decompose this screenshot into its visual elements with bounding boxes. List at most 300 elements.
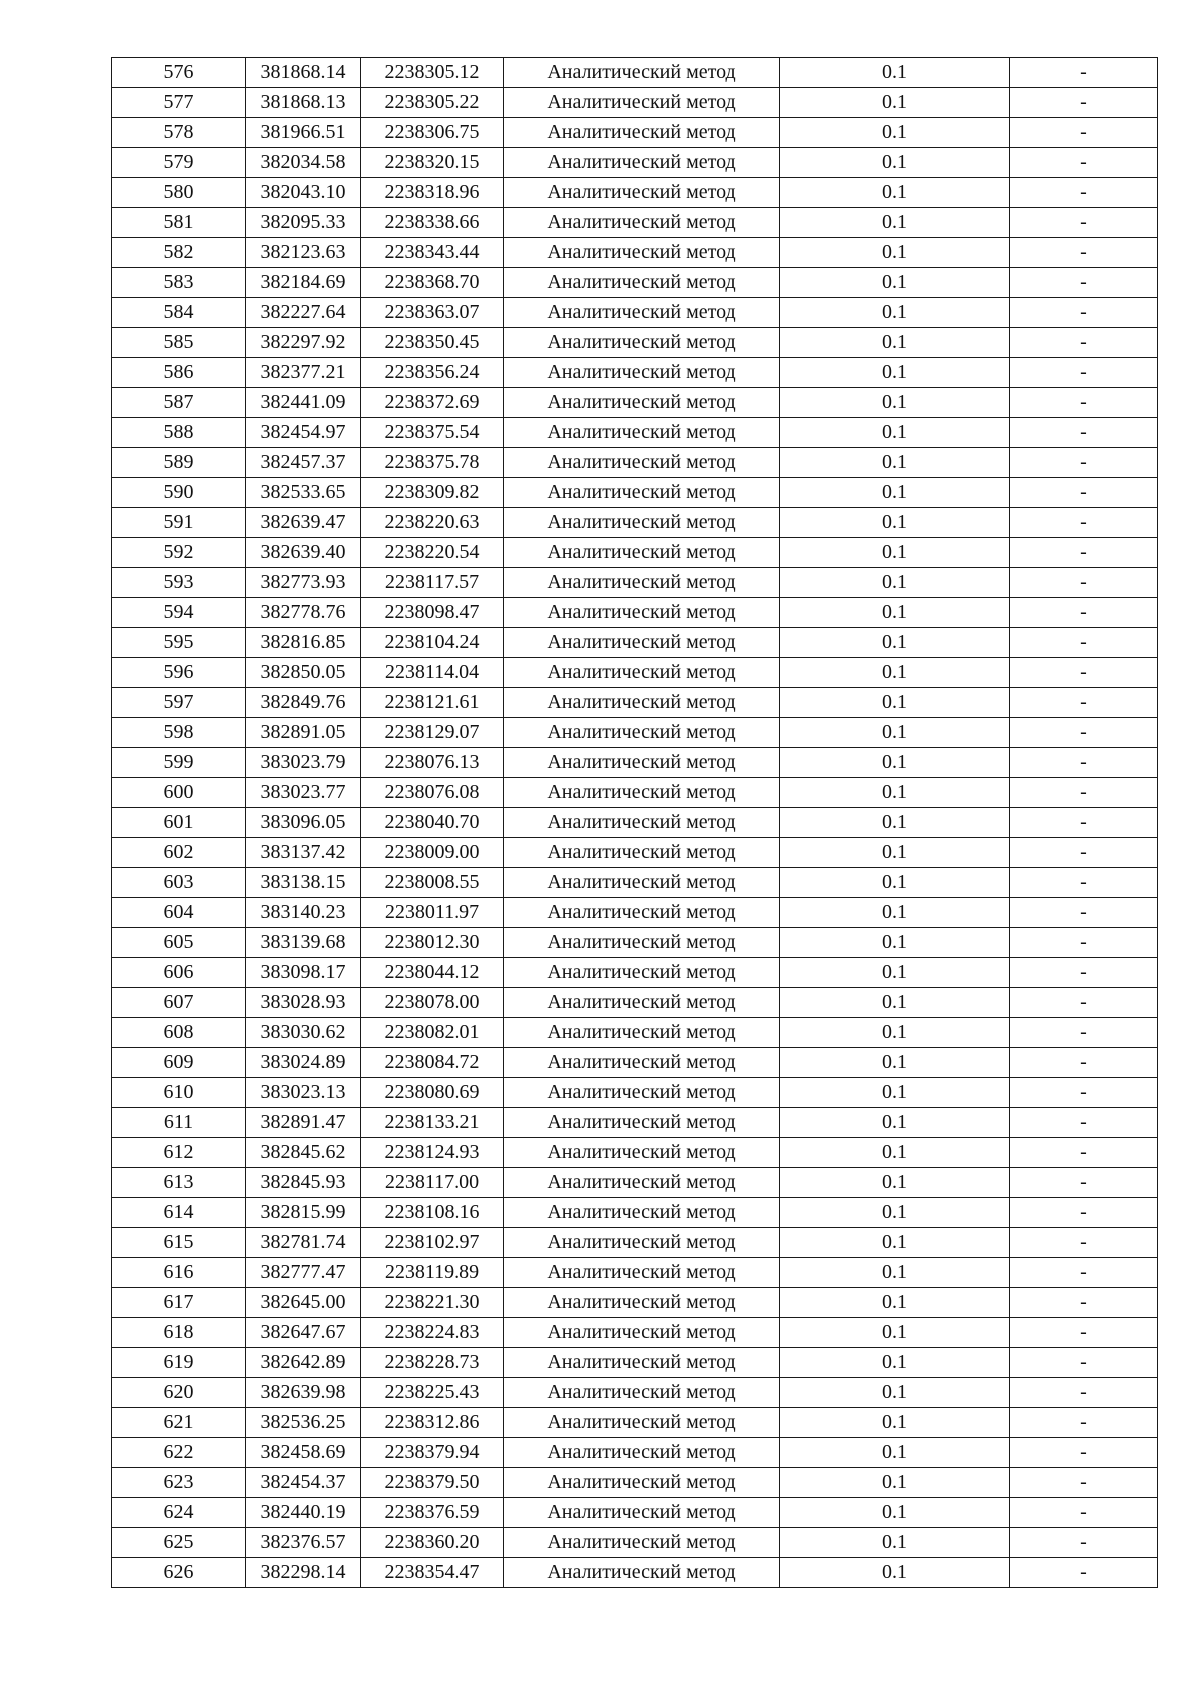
y-coordinate-cell: 2238220.63 — [361, 508, 504, 538]
table-row — [112, 538, 1158, 568]
table-row — [112, 208, 1158, 238]
x-coordinate-cell: 382457.37 — [246, 448, 361, 478]
y-coordinate-cell: 2238225.43 — [361, 1378, 504, 1408]
method-cell: Аналитический метод — [504, 238, 780, 268]
accuracy-cell: 0.1 — [780, 748, 1010, 778]
table-row — [112, 658, 1158, 688]
x-coordinate-cell: 383030.62 — [246, 1018, 361, 1048]
point-number-cell: 623 — [112, 1468, 246, 1498]
method-cell: Аналитический метод — [504, 1108, 780, 1138]
accuracy-cell: 0.1 — [780, 658, 1010, 688]
point-number-cell: 608 — [112, 1018, 246, 1048]
y-coordinate-cell: 2238114.04 — [361, 658, 504, 688]
accuracy-cell: 0.1 — [780, 988, 1010, 1018]
table-row — [112, 1408, 1158, 1438]
method-cell: Аналитический метод — [504, 1018, 780, 1048]
table-row — [112, 808, 1158, 838]
x-coordinate-cell: 382849.76 — [246, 688, 361, 718]
method-cell: Аналитический метод — [504, 208, 780, 238]
accuracy-cell: 0.1 — [780, 1348, 1010, 1378]
table-row — [112, 1288, 1158, 1318]
point-number-cell: 617 — [112, 1288, 246, 1318]
point-number-cell: 597 — [112, 688, 246, 718]
table-row — [112, 1018, 1158, 1048]
remark-cell: - — [1010, 1498, 1158, 1528]
table-row — [112, 988, 1158, 1018]
point-number-cell: 576 — [112, 58, 246, 88]
remark-cell: - — [1010, 658, 1158, 688]
y-coordinate-cell: 2238012.30 — [361, 928, 504, 958]
table-row — [112, 238, 1158, 268]
x-coordinate-cell: 382891.47 — [246, 1108, 361, 1138]
accuracy-cell: 0.1 — [780, 298, 1010, 328]
point-number-cell: 583 — [112, 268, 246, 298]
x-coordinate-cell: 382781.74 — [246, 1228, 361, 1258]
accuracy-cell: 0.1 — [780, 88, 1010, 118]
y-coordinate-cell: 2238379.94 — [361, 1438, 504, 1468]
x-coordinate-cell: 382533.65 — [246, 478, 361, 508]
x-coordinate-cell: 382816.85 — [246, 628, 361, 658]
x-coordinate-cell: 382645.00 — [246, 1288, 361, 1318]
point-number-cell: 606 — [112, 958, 246, 988]
table-row — [112, 478, 1158, 508]
x-coordinate-cell: 382639.47 — [246, 508, 361, 538]
remark-cell: - — [1010, 478, 1158, 508]
remark-cell: - — [1010, 688, 1158, 718]
method-cell: Аналитический метод — [504, 358, 780, 388]
x-coordinate-cell: 382095.33 — [246, 208, 361, 238]
y-coordinate-cell: 2238080.69 — [361, 1078, 504, 1108]
remark-cell: - — [1010, 1048, 1158, 1078]
table-row — [112, 718, 1158, 748]
remark-cell: - — [1010, 838, 1158, 868]
x-coordinate-cell: 382458.69 — [246, 1438, 361, 1468]
y-coordinate-cell: 2238121.61 — [361, 688, 504, 718]
x-coordinate-cell: 382536.25 — [246, 1408, 361, 1438]
y-coordinate-cell: 2238040.70 — [361, 808, 504, 838]
remark-cell: - — [1010, 1318, 1158, 1348]
method-cell: Аналитический метод — [504, 1408, 780, 1438]
remark-cell: - — [1010, 148, 1158, 178]
point-number-cell: 601 — [112, 808, 246, 838]
method-cell: Аналитический метод — [504, 1528, 780, 1558]
accuracy-cell: 0.1 — [780, 58, 1010, 88]
remark-cell: - — [1010, 388, 1158, 418]
y-coordinate-cell: 2238221.30 — [361, 1288, 504, 1318]
remark-cell: - — [1010, 988, 1158, 1018]
x-coordinate-cell: 383028.93 — [246, 988, 361, 1018]
accuracy-cell: 0.1 — [780, 628, 1010, 658]
x-coordinate-cell: 382639.98 — [246, 1378, 361, 1408]
y-coordinate-cell: 2238119.89 — [361, 1258, 504, 1288]
table-row — [112, 1468, 1158, 1498]
x-coordinate-cell: 383140.23 — [246, 898, 361, 928]
point-number-cell: 602 — [112, 838, 246, 868]
y-coordinate-cell: 2238306.75 — [361, 118, 504, 148]
y-coordinate-cell: 2238098.47 — [361, 598, 504, 628]
table-row — [112, 778, 1158, 808]
point-number-cell: 612 — [112, 1138, 246, 1168]
table-row — [112, 148, 1158, 178]
remark-cell: - — [1010, 1408, 1158, 1438]
table-row — [112, 1318, 1158, 1348]
x-coordinate-cell: 382440.19 — [246, 1498, 361, 1528]
method-cell: Аналитический метод — [504, 58, 780, 88]
point-number-cell: 620 — [112, 1378, 246, 1408]
remark-cell: - — [1010, 298, 1158, 328]
x-coordinate-cell: 383024.89 — [246, 1048, 361, 1078]
y-coordinate-cell: 2238305.22 — [361, 88, 504, 118]
point-number-cell: 588 — [112, 418, 246, 448]
point-number-cell: 605 — [112, 928, 246, 958]
y-coordinate-cell: 2238376.59 — [361, 1498, 504, 1528]
method-cell: Аналитический метод — [504, 118, 780, 148]
point-number-cell: 604 — [112, 898, 246, 928]
point-number-cell: 596 — [112, 658, 246, 688]
accuracy-cell: 0.1 — [780, 1078, 1010, 1108]
method-cell: Аналитический метод — [504, 868, 780, 898]
x-coordinate-cell: 382454.97 — [246, 418, 361, 448]
point-number-cell: 587 — [112, 388, 246, 418]
point-number-cell: 621 — [112, 1408, 246, 1438]
table-row — [112, 418, 1158, 448]
method-cell: Аналитический метод — [504, 748, 780, 778]
x-coordinate-cell: 382123.63 — [246, 238, 361, 268]
accuracy-cell: 0.1 — [780, 1468, 1010, 1498]
method-cell: Аналитический метод — [504, 928, 780, 958]
x-coordinate-cell: 381966.51 — [246, 118, 361, 148]
x-coordinate-cell: 382815.99 — [246, 1198, 361, 1228]
method-cell: Аналитический метод — [504, 388, 780, 418]
remark-cell: - — [1010, 748, 1158, 778]
y-coordinate-cell: 2238318.96 — [361, 178, 504, 208]
point-number-cell: 590 — [112, 478, 246, 508]
method-cell: Аналитический метод — [504, 1168, 780, 1198]
point-number-cell: 591 — [112, 508, 246, 538]
table-row — [112, 1558, 1158, 1588]
x-coordinate-cell: 382845.93 — [246, 1168, 361, 1198]
x-coordinate-cell: 382441.09 — [246, 388, 361, 418]
method-cell: Аналитический метод — [504, 418, 780, 448]
y-coordinate-cell: 2238360.20 — [361, 1528, 504, 1558]
method-cell: Аналитический метод — [504, 1288, 780, 1318]
table-row — [112, 1168, 1158, 1198]
remark-cell: - — [1010, 358, 1158, 388]
point-number-cell: 622 — [112, 1438, 246, 1468]
y-coordinate-cell: 2238354.47 — [361, 1558, 504, 1588]
method-cell: Аналитический метод — [504, 1438, 780, 1468]
x-coordinate-cell: 381868.13 — [246, 88, 361, 118]
x-coordinate-cell: 382642.89 — [246, 1348, 361, 1378]
remark-cell: - — [1010, 1258, 1158, 1288]
accuracy-cell: 0.1 — [780, 208, 1010, 238]
accuracy-cell: 0.1 — [780, 1558, 1010, 1588]
point-number-cell: 600 — [112, 778, 246, 808]
accuracy-cell: 0.1 — [780, 1318, 1010, 1348]
remark-cell: - — [1010, 778, 1158, 808]
coordinates-table — [111, 57, 1158, 1588]
y-coordinate-cell: 2238228.73 — [361, 1348, 504, 1378]
table-row — [112, 358, 1158, 388]
point-number-cell: 594 — [112, 598, 246, 628]
table-row — [112, 268, 1158, 298]
accuracy-cell: 0.1 — [780, 508, 1010, 538]
x-coordinate-cell: 382297.92 — [246, 328, 361, 358]
method-cell: Аналитический метод — [504, 628, 780, 658]
y-coordinate-cell: 2238076.08 — [361, 778, 504, 808]
table-row — [112, 688, 1158, 718]
point-number-cell: 609 — [112, 1048, 246, 1078]
y-coordinate-cell: 2238108.16 — [361, 1198, 504, 1228]
y-coordinate-cell: 2238356.24 — [361, 358, 504, 388]
table-row — [112, 1078, 1158, 1108]
point-number-cell: 586 — [112, 358, 246, 388]
remark-cell: - — [1010, 1558, 1158, 1588]
point-number-cell: 599 — [112, 748, 246, 778]
table-row — [112, 328, 1158, 358]
point-number-cell: 610 — [112, 1078, 246, 1108]
accuracy-cell: 0.1 — [780, 1498, 1010, 1528]
table-row — [112, 388, 1158, 418]
x-coordinate-cell: 383023.79 — [246, 748, 361, 778]
x-coordinate-cell: 383023.13 — [246, 1078, 361, 1108]
accuracy-cell: 0.1 — [780, 598, 1010, 628]
x-coordinate-cell: 382777.47 — [246, 1258, 361, 1288]
accuracy-cell: 0.1 — [780, 1168, 1010, 1198]
point-number-cell: 611 — [112, 1108, 246, 1138]
remark-cell: - — [1010, 1438, 1158, 1468]
accuracy-cell: 0.1 — [780, 118, 1010, 148]
y-coordinate-cell: 2238312.86 — [361, 1408, 504, 1438]
remark-cell: - — [1010, 598, 1158, 628]
y-coordinate-cell: 2238320.15 — [361, 148, 504, 178]
method-cell: Аналитический метод — [504, 148, 780, 178]
x-coordinate-cell: 383096.05 — [246, 808, 361, 838]
remark-cell: - — [1010, 1138, 1158, 1168]
remark-cell: - — [1010, 1198, 1158, 1228]
table-row — [112, 298, 1158, 328]
x-coordinate-cell: 382891.05 — [246, 718, 361, 748]
accuracy-cell: 0.1 — [780, 1048, 1010, 1078]
accuracy-cell: 0.1 — [780, 868, 1010, 898]
method-cell: Аналитический метод — [504, 328, 780, 358]
y-coordinate-cell: 2238104.24 — [361, 628, 504, 658]
method-cell: Аналитический метод — [504, 1198, 780, 1228]
y-coordinate-cell: 2238082.01 — [361, 1018, 504, 1048]
x-coordinate-cell: 382647.67 — [246, 1318, 361, 1348]
table-row — [112, 1348, 1158, 1378]
point-number-cell: 619 — [112, 1348, 246, 1378]
table-row — [112, 1228, 1158, 1258]
remark-cell: - — [1010, 178, 1158, 208]
x-coordinate-cell: 383137.42 — [246, 838, 361, 868]
method-cell: Аналитический метод — [504, 1048, 780, 1078]
x-coordinate-cell: 382376.57 — [246, 1528, 361, 1558]
x-coordinate-cell: 382845.62 — [246, 1138, 361, 1168]
table-row — [112, 868, 1158, 898]
method-cell: Аналитический метод — [504, 298, 780, 328]
y-coordinate-cell: 2238129.07 — [361, 718, 504, 748]
remark-cell: - — [1010, 538, 1158, 568]
method-cell: Аналитический метод — [504, 538, 780, 568]
method-cell: Аналитический метод — [504, 178, 780, 208]
remark-cell: - — [1010, 508, 1158, 538]
table-row — [112, 508, 1158, 538]
remark-cell: - — [1010, 718, 1158, 748]
x-coordinate-cell: 382043.10 — [246, 178, 361, 208]
accuracy-cell: 0.1 — [780, 718, 1010, 748]
method-cell: Аналитический метод — [504, 508, 780, 538]
remark-cell: - — [1010, 268, 1158, 298]
accuracy-cell: 0.1 — [780, 148, 1010, 178]
table-row — [112, 898, 1158, 928]
point-number-cell: 582 — [112, 238, 246, 268]
method-cell: Аналитический метод — [504, 598, 780, 628]
accuracy-cell: 0.1 — [780, 1258, 1010, 1288]
accuracy-cell: 0.1 — [780, 808, 1010, 838]
remark-cell: - — [1010, 808, 1158, 838]
accuracy-cell: 0.1 — [780, 358, 1010, 388]
point-number-cell: 614 — [112, 1198, 246, 1228]
remark-cell: - — [1010, 1108, 1158, 1138]
x-coordinate-cell: 383023.77 — [246, 778, 361, 808]
table-row — [112, 1438, 1158, 1468]
remark-cell: - — [1010, 868, 1158, 898]
accuracy-cell: 0.1 — [780, 328, 1010, 358]
accuracy-cell: 0.1 — [780, 238, 1010, 268]
point-number-cell: 589 — [112, 448, 246, 478]
remark-cell: - — [1010, 58, 1158, 88]
method-cell: Аналитический метод — [504, 778, 780, 808]
table-row — [112, 88, 1158, 118]
method-cell: Аналитический метод — [504, 268, 780, 298]
accuracy-cell: 0.1 — [780, 778, 1010, 808]
point-number-cell: 593 — [112, 568, 246, 598]
x-coordinate-cell: 382639.40 — [246, 538, 361, 568]
y-coordinate-cell: 2238363.07 — [361, 298, 504, 328]
y-coordinate-cell: 2238338.66 — [361, 208, 504, 238]
y-coordinate-cell: 2238044.12 — [361, 958, 504, 988]
x-coordinate-cell: 382184.69 — [246, 268, 361, 298]
y-coordinate-cell: 2238305.12 — [361, 58, 504, 88]
method-cell: Аналитический метод — [504, 478, 780, 508]
y-coordinate-cell: 2238009.00 — [361, 838, 504, 868]
y-coordinate-cell: 2238133.21 — [361, 1108, 504, 1138]
table-row — [112, 1528, 1158, 1558]
x-coordinate-cell: 382298.14 — [246, 1558, 361, 1588]
point-number-cell: 615 — [112, 1228, 246, 1258]
method-cell: Аналитический метод — [504, 958, 780, 988]
accuracy-cell: 0.1 — [780, 418, 1010, 448]
x-coordinate-cell: 382454.37 — [246, 1468, 361, 1498]
method-cell: Аналитический метод — [504, 568, 780, 598]
accuracy-cell: 0.1 — [780, 928, 1010, 958]
y-coordinate-cell: 2238078.00 — [361, 988, 504, 1018]
remark-cell: - — [1010, 1078, 1158, 1108]
method-cell: Аналитический метод — [504, 1138, 780, 1168]
remark-cell: - — [1010, 448, 1158, 478]
accuracy-cell: 0.1 — [780, 448, 1010, 478]
method-cell: Аналитический метод — [504, 1258, 780, 1288]
point-number-cell: 595 — [112, 628, 246, 658]
y-coordinate-cell: 2238117.00 — [361, 1168, 504, 1198]
remark-cell: - — [1010, 418, 1158, 448]
y-coordinate-cell: 2238224.83 — [361, 1318, 504, 1348]
remark-cell: - — [1010, 568, 1158, 598]
table-row — [112, 1108, 1158, 1138]
remark-cell: - — [1010, 958, 1158, 988]
y-coordinate-cell: 2238375.54 — [361, 418, 504, 448]
method-cell: Аналитический метод — [504, 658, 780, 688]
point-number-cell: 616 — [112, 1258, 246, 1288]
y-coordinate-cell: 2238076.13 — [361, 748, 504, 778]
table-row — [112, 1198, 1158, 1228]
remark-cell: - — [1010, 928, 1158, 958]
remark-cell: - — [1010, 208, 1158, 238]
remark-cell: - — [1010, 898, 1158, 928]
remark-cell: - — [1010, 118, 1158, 148]
remark-cell: - — [1010, 238, 1158, 268]
accuracy-cell: 0.1 — [780, 1018, 1010, 1048]
point-number-cell: 624 — [112, 1498, 246, 1528]
table-row — [112, 1378, 1158, 1408]
method-cell: Аналитический метод — [504, 898, 780, 928]
point-number-cell: 592 — [112, 538, 246, 568]
point-number-cell: 625 — [112, 1528, 246, 1558]
accuracy-cell: 0.1 — [780, 1138, 1010, 1168]
table-row — [112, 928, 1158, 958]
accuracy-cell: 0.1 — [780, 388, 1010, 418]
accuracy-cell: 0.1 — [780, 688, 1010, 718]
table-row — [112, 1498, 1158, 1528]
method-cell: Аналитический метод — [504, 1498, 780, 1528]
x-coordinate-cell: 382778.76 — [246, 598, 361, 628]
remark-cell: - — [1010, 1528, 1158, 1558]
method-cell: Аналитический метод — [504, 448, 780, 478]
method-cell: Аналитический метод — [504, 1228, 780, 1258]
remark-cell: - — [1010, 1348, 1158, 1378]
point-number-cell: 580 — [112, 178, 246, 208]
point-number-cell: 577 — [112, 88, 246, 118]
remark-cell: - — [1010, 1018, 1158, 1048]
y-coordinate-cell: 2238220.54 — [361, 538, 504, 568]
x-coordinate-cell: 383139.68 — [246, 928, 361, 958]
remark-cell: - — [1010, 88, 1158, 118]
accuracy-cell: 0.1 — [780, 178, 1010, 208]
point-number-cell: 578 — [112, 118, 246, 148]
table-row — [112, 838, 1158, 868]
table-row — [112, 58, 1158, 88]
method-cell: Аналитический метод — [504, 1558, 780, 1588]
table-row — [112, 1048, 1158, 1078]
method-cell: Аналитический метод — [504, 1348, 780, 1378]
remark-cell: - — [1010, 628, 1158, 658]
y-coordinate-cell: 2238379.50 — [361, 1468, 504, 1498]
table-row — [112, 178, 1158, 208]
y-coordinate-cell: 2238368.70 — [361, 268, 504, 298]
accuracy-cell: 0.1 — [780, 958, 1010, 988]
x-coordinate-cell: 382377.21 — [246, 358, 361, 388]
method-cell: Аналитический метод — [504, 1468, 780, 1498]
point-number-cell: 584 — [112, 298, 246, 328]
table-row — [112, 1258, 1158, 1288]
table-row — [112, 748, 1158, 778]
accuracy-cell: 0.1 — [780, 1528, 1010, 1558]
table-row — [112, 568, 1158, 598]
method-cell: Аналитический метод — [504, 718, 780, 748]
point-number-cell: 598 — [112, 718, 246, 748]
accuracy-cell: 0.1 — [780, 568, 1010, 598]
